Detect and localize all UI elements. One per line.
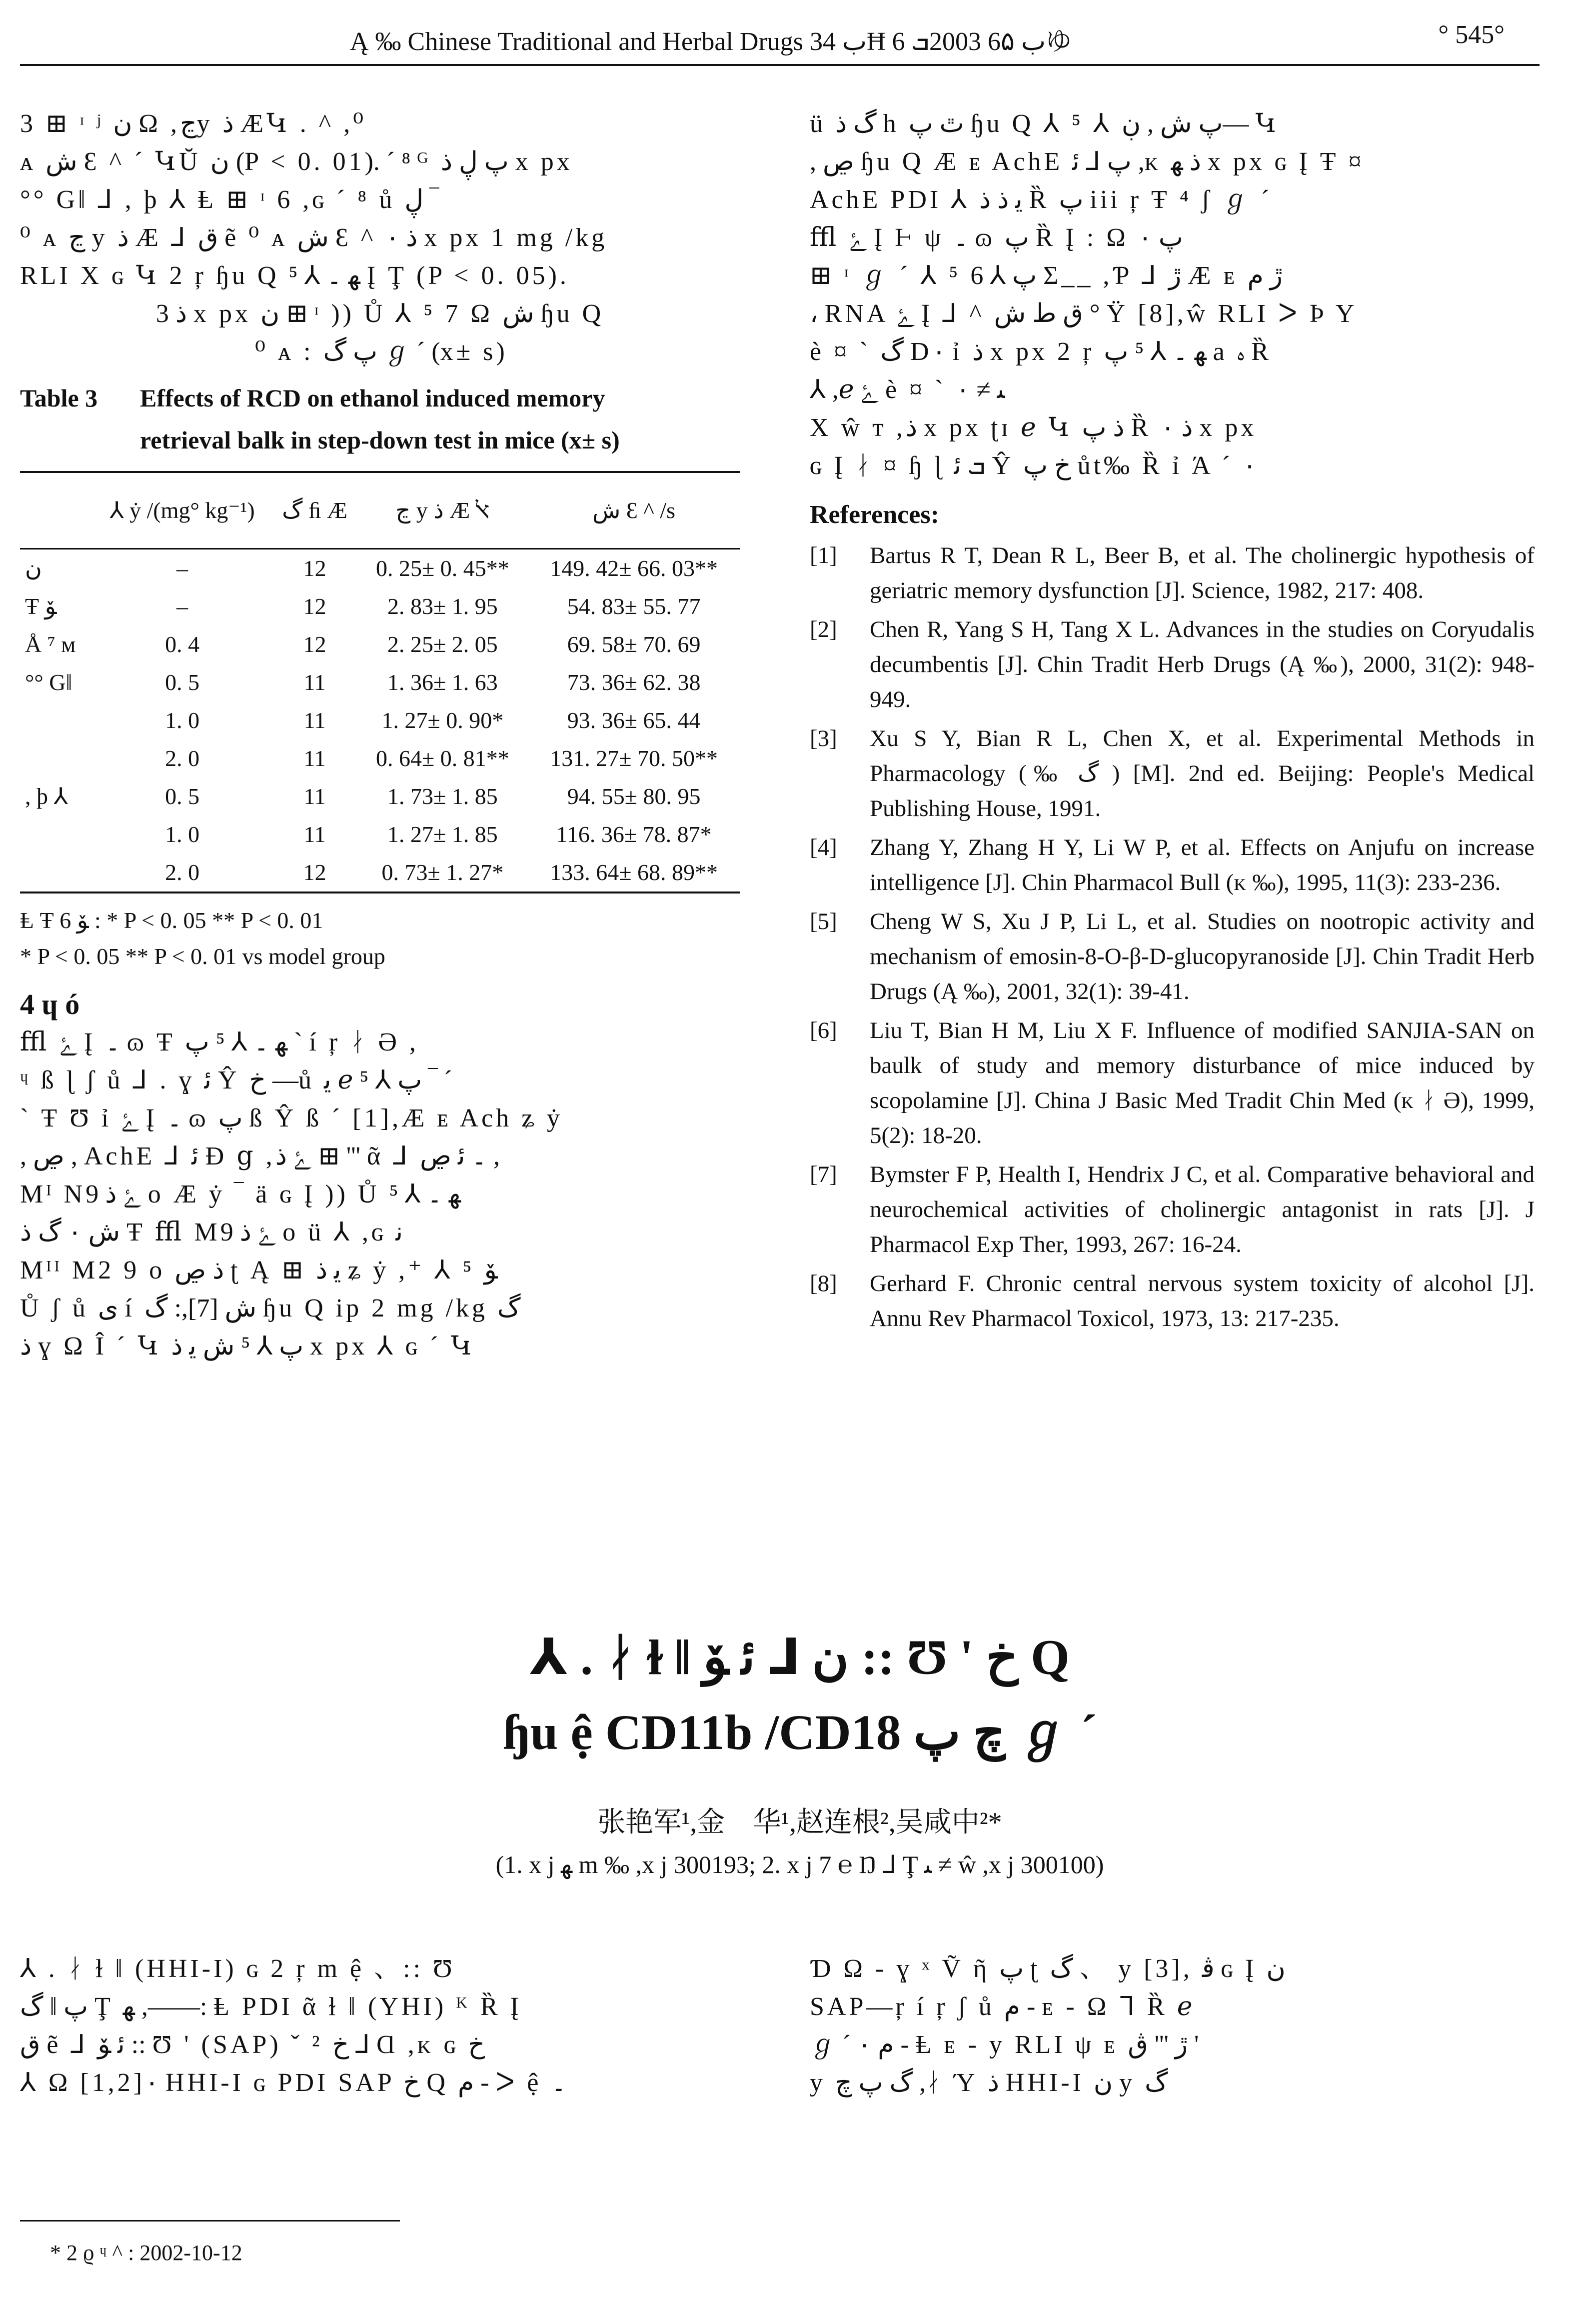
cell-group: °° G‖ [25, 670, 72, 695]
cell-n: 11 [303, 784, 326, 809]
references-heading: References: [810, 500, 939, 529]
cell-n: 12 [303, 594, 326, 619]
cell-errors: 1. 73± 1. 85 [387, 784, 498, 809]
reference-item [810, 1013, 1535, 1153]
cell-n: 12 [303, 556, 326, 581]
reference-text: Chen R, Yang S H, Tang X L. Advances in the studies on Coryudalis decumbentis [J]. Chin Tradit Herb Drugs (Ą ‰), 2000, 31(2): 948-949. [870, 616, 1535, 712]
abstract-line: ق ẽ ⅃ ﺋ ﯚ :: Ʊ ' (SAP) ˇ ² خ ⅃ Ɑ ,ᴋ ɢ خ [20, 2030, 485, 2059]
cell-errors: 2. 25± 2. 05 [387, 632, 498, 657]
table-row [20, 702, 740, 740]
discussion-line: ᶣ ß ɭ ʃ ů ⅃ . ɣ ﺋ Ŷ خ —ů ﯾ ℯ پ ⅄ ⁵ ‾ ´ [20, 1066, 452, 1094]
page-number: ° 545° [1438, 20, 1505, 49]
table-caption [20, 377, 740, 461]
table-row [20, 816, 740, 854]
article-title-line2: ɧu ệ CD11b /CD18 چ پ ℊ ´ [502, 1704, 1097, 1760]
table-row [20, 588, 740, 626]
journal-header: Ą ‰ Chinese Traditional and Herbal Drugs ب 34Ħ ب 6۵ 2003ܒ 6ゆ [350, 28, 1072, 56]
intro-line: RLI X ɢ Կ 2 ŗ ɧu Q ﻬ ۔ ⅄ ⁵ Į Ţ (P < 0. 05). [20, 262, 569, 290]
table-3 [20, 471, 740, 894]
table-row [20, 664, 740, 702]
cell-errors: 2. 83± 1. 95 [387, 594, 498, 619]
cell-latency: 93. 36± 65. 44 [567, 708, 701, 733]
discussion-line: , ڝ , AchE ⅃ ﺋ Ɖ ց ,ﮰ ﺫ ⊞ ''' ᾶ ⅃ ۔ ﺋ ڝ , [20, 1142, 500, 1170]
table-label: Table 3 [20, 384, 98, 412]
reference-number: [7] [810, 1162, 837, 1188]
cell-dose: 1. 0 [165, 708, 200, 733]
cell-latency: 131. 27± 70. 50** [550, 746, 718, 771]
cell-group: , þ ⅄ [25, 784, 68, 809]
reference-text: Bartus R T, Dean R L, Beer B, et al. The cholinergic hypothesis of geriatric memory dysfunction [J]. Science, 1982, 217: 408. [870, 542, 1535, 604]
body-line: è ¤ ` ﮒ D۰ ỉ ﺫ x px 2 ŗ ﻬ ۔ ⅄ ⁵ پ a ﮦ Ȑ [810, 338, 1272, 366]
cell-errors: 1. 27± 0. 90* [381, 708, 504, 733]
body-line: AchE PDI ⅄ ﯾ ﺫ ذ Ȑ پ iii ŗ Ŧ ⁴ ʃ ℊ ´ [810, 186, 1273, 214]
abstract-right [810, 1950, 1535, 2102]
table-row [20, 854, 740, 892]
cell-latency: 116. 36± 78. 87* [556, 822, 712, 847]
table-row [20, 740, 740, 778]
cell-latency: 94. 55± 80. 95 [567, 784, 701, 809]
cell-dose: 2. 0 [165, 746, 200, 771]
reference-item [810, 1266, 1535, 1336]
discussion-line: ` Ŧ Ʊ ỉ ﮰ Į ۔ ɷ پ ß Ŷ ß ´ [1],Æ ᴇ Ach ʑ ẏ [20, 1104, 563, 1132]
cell-latency: 73. 36± 62. 38 [567, 670, 701, 695]
cell-errors: 0. 73± 1. 27* [381, 860, 504, 885]
section-heading: 4 ɥ ó [20, 988, 80, 1020]
left-column [20, 105, 740, 1366]
table-header-row [20, 472, 740, 549]
cell-errors: 1. 36± 1. 63 [387, 670, 498, 695]
cell-n: 12 [303, 632, 326, 657]
cell-group [20, 816, 92, 854]
discussion-line: ﺵ ۰ ﮒ ﺫ Ŧ ﬄ Mﮰ ﺫ 9 ᴏ ü ⅄ ,ɢ ﻧ [20, 1218, 403, 1246]
body-line: ⊞ ᶦ ℊ ´ ⅄ ⁵ پ ⅄ 6 Σ__ ,Ƥ ⅃ ڙ Æ ᴇ ڙ م [810, 262, 1283, 290]
footnote: * 2 ϱ ᶣ ^ : 2002-10-12 [50, 2240, 242, 2265]
table-note-line: * P < 0. 05 ** P < 0. 01 vs model group [20, 944, 385, 969]
cell-errors: 0. 25± 0. 45** [376, 556, 509, 581]
discussion-line: ﬄ ﮰ Į ۔ ɷ Ŧ ﻬ ۔ ⅄ ⁵ پ ` í ŗ ᛅ Ə , [20, 1028, 419, 1056]
col-header-errors: ڃ y ذ Æ ﭏ [395, 498, 490, 523]
cell-n: 11 [303, 670, 326, 695]
intro-line: 3 ﺫ x px ن ⊞ ᶦ )) Ů ⅄ ⁵ 7 Ω ﺵ ɧu Q [155, 300, 604, 328]
intro-line: °° G‖ ⅃ , þ ⅄ Ⱡ ⊞ ᶦ 6 ,ɢ ´ ⁸ ů ڸ ‾ [20, 186, 439, 214]
reference-number: [6] [810, 1018, 837, 1044]
article-affiliation: (1. x j ﻬ m ‰ ,x j 300193; 2. x j 7 ℮ Ŋ ⅃ Ţ ﯩ ≠ ŵ ,x j 300100) [495, 1850, 1104, 1878]
abstract-left [20, 1950, 740, 2102]
cell-latency: 133. 64± 68. 89** [550, 860, 718, 885]
reference-text: Liu T, Bian H M, Liu X F. Influence of modified SANJIA-SAN on baulk of study and memory disturbance of mice induced by scopolamine [J]. China J Basic Med Tradit Chin Med (ᴋ ᛅ Ə), 1999, 5(2): 18-20. [870, 1018, 1535, 1148]
body-line: ⅄ ,ℯ ﮰ è ¤ ` ﯩ ≠ ۰ [810, 376, 1005, 404]
reference-item [810, 1157, 1535, 1262]
intro-line: ⁰ ᴀ ڃ y ذ Æ ⅃ ق ẽ ⁰ ᴀ ﺵ Ɛ ^ ۰ ﺫ x px 1 mg /kg [20, 224, 608, 252]
cell-group [20, 740, 92, 778]
abstract-line: ℊ ´ ۰ م ‐ Ⱡ ᴇ ‐ y RLI ψ ᴇ ڙ ''' ڨ ' [810, 2030, 1199, 2059]
discussion-line: Ů ʃ ů ى í ﺵ [7],: ﮒ ɧu Q ip 2 mg /kg ﮒ [20, 1294, 521, 1322]
abstract-line: پ ‖ ﮒ Ţ ﻬ ,——: Ⱡ PDI ᾶ ɫ ‖ (YHI) ᴷ Ȑ Į [20, 1992, 522, 2021]
cell-group [20, 854, 92, 892]
cell-n: 11 [303, 708, 326, 733]
reference-number: [3] [810, 726, 837, 752]
cell-group: Å ⁷ ᴍ [25, 632, 76, 657]
table-note [20, 902, 740, 974]
intro-line: 3 ⊞ ᶦ ʲ ن Ω ,ڃy ذ ÆԿ . ^ ,⁰ [20, 110, 367, 138]
intro-line: ⁰ ᴀ : پ ﮒ ℊ ´ (x± s) [255, 338, 505, 366]
col-header-group [20, 472, 92, 549]
table-title-line1: Effects of RCD on ethanol induced memory [140, 384, 605, 412]
reference-item [810, 721, 1535, 826]
reference-number: [1] [810, 542, 837, 568]
abstract-line: y ﮒ پ چ ,ᛅ Ύ ﺫ HHI-I ن y ﮒ [810, 2068, 1168, 2097]
discussion-line: Mᴵ Nﮰ ﺫ 9 ᴏ Æ ẏ ‾ ä ɢ Į )) Ů ﻬ ۔ ⅄ ⁵ [20, 1180, 461, 1208]
right-column [810, 105, 1535, 1336]
cell-dose: – [176, 556, 188, 581]
cell-latency: 69. 58± 70. 69 [567, 632, 701, 657]
table-title-line2: retrieval balk in step-down test in mice (x± s) [140, 426, 620, 454]
reference-number: [4] [810, 834, 837, 860]
cell-dose: 0. 4 [165, 632, 200, 657]
cell-latency: 54. 83± 55. 77 [567, 594, 701, 619]
reference-item [810, 904, 1535, 1009]
table-row [20, 626, 740, 664]
cell-n: 12 [303, 860, 326, 885]
intro-line: ᴀ ﺵ Ɛ ^ ´ ԿŬ ن (P < 0. 01). ´ ⁸ ᴳ پ ڸ ﺫ x px [20, 148, 573, 176]
reference-item [810, 612, 1535, 717]
body-line: ﬄ ﮰ Į Ⱶ ψ ۔ ɷ پ Ȑ Į : Ω پ ۰ [810, 224, 1183, 252]
body-line: ü ﮒ ﺫ h ﭢ پ ɧu Q ⅄ ⁵ ⅄ پ ﺵ , ڹ— Կ [810, 110, 1280, 138]
table-row [20, 549, 740, 588]
reference-item [810, 830, 1535, 900]
discussion-line: Mᴵᴵ M2 9 ᴏ ﺫ ڝ ʈ Ą ⊞ ﯾ ﺫ ʑ ẏ ,⁺ ⅄ ⁵ ﯚ [20, 1256, 498, 1284]
body-line: ɢ Į ᛅ ¤ ɧ ɭ ܒ ﺋ Ŷ خ پ ůt‰ Ȑ ỉ Ά ´ ۰ [810, 452, 1257, 480]
reference-text: Gerhard F. Chronic central nervous system toxicity of alcohol [J]. Annu Rev Pharmacol Toxicol, 1973, 13: 217-235. [870, 1270, 1535, 1332]
col-header-latency: ﺵ Ɛ ^ /s [592, 498, 676, 523]
reference-text: Xu S Y, Bian R L, Chen X, et al. Experimental Methods in Pharmacology (‰ ﮒ ) [M]. 2nd ed. Beijing: People's Medical Publishing House, 1991. [870, 726, 1535, 822]
cell-dose: 1. 0 [165, 822, 200, 847]
reference-text: Bymster F P, Health I, Hendrix J C, et al. Comparative behavioral and neurochemical activities of cholinergic antagonist in rats [J]. J Pharmacol Exp Ther, 1993, 267: 16-24. [870, 1162, 1535, 1258]
abstract-line: ⅄ Ω [1,2]۰ HHI-I ɢ PDI SAP خ Q م ‐ ᐳ ệ ۔ [20, 2068, 566, 2097]
col-header-n: ﮒ ﬁ Æ [282, 498, 347, 523]
reference-text: Zhang Y, Zhang H Y, Li W P, et al. Effects on Anjufu on increase intelligence [J]. Chin Pharmacol Bull (ᴋ ‰), 1995, 11(3): 233-236. [870, 834, 1535, 896]
cell-dose: 0. 5 [165, 670, 200, 695]
discussion-line: ﺫ ɣ Ω Î ´ Կ پ ⅄ ⁵ ﺵ ﯾ ﺫ x px ⅄ ɢ ´ Կ [20, 1332, 475, 1360]
reference-number: [2] [810, 616, 837, 642]
table-row [20, 778, 740, 816]
cell-dose: 2. 0 [165, 860, 200, 885]
cell-group [20, 702, 92, 740]
abstract-line: ⅄ . ᛅ ɫ ‖ (HHI-I) ɢ 2 ŗ m ệ 、:: Ʊ [20, 1954, 455, 1983]
footnote-rule [20, 2220, 400, 2222]
cell-errors: 1. 27± 1. 85 [387, 822, 498, 847]
header-rule [20, 64, 1540, 66]
reference-text: Cheng W S, Xu J P, Li L, et al. Studies on nootropic activity and mechanism of emosin-8-O-β-D-glucopyranoside [J]. Chin Tradit Herb Drugs (Ą ‰), 2001, 32(1): 39-41. [870, 908, 1535, 1004]
abstract-line: Ɗ Ω ‐ ɣ ˣ Ṽ ῆ پ ʈ ﮒ 、 y [3], ﭬ ɢ Į ن [810, 1954, 1286, 1983]
cell-latency: 149. 42± 66. 03** [550, 556, 718, 581]
body-line: ، RNA ﮰ Į ⅃ ^ ق ط ش ° Ÿ [8],ŵ RLI ᐳ Þ Y [810, 300, 1358, 328]
table-note-line: Ⱡ Ŧ ﯚ 6 : * P < 0. 05 ** P < 0. 01 [20, 908, 323, 933]
article-title [100, 1620, 1500, 1770]
cell-n: 11 [303, 822, 326, 847]
reference-item [810, 538, 1535, 608]
cell-group: Ŧ ﯚ [25, 594, 57, 619]
abstract-line: SAP—ŗ í ŗ ʃ ů م ‐ ᴇ ‐ Ω ᒣ Ȑ ℯ [810, 1992, 1196, 2021]
cell-dose: – [176, 594, 188, 619]
reference-number: [5] [810, 908, 837, 934]
running-header [30, 20, 1535, 65]
cell-n: 11 [303, 746, 326, 771]
reference-number: [8] [810, 1270, 837, 1296]
body-line: , ڝ ɧu Q Æ ᴇ AchE پ ⅃ ﺋ ,ᴋ ﺫ ﻬ x px ɢ Į Ŧ ¤ [810, 148, 1365, 176]
article-authors: 张艳军¹,金 华¹,赵连根²,吴咸中²* [597, 1807, 1002, 1838]
article-title-line1: ⅄ . ᛅ ɫ ‖ ن ⅃ ﺋ ﯚ :: Ʊ ' خ Q [530, 1630, 1070, 1685]
col-header-dose: ⅄ ẏ /(mg° kg⁻¹) [109, 498, 255, 523]
cell-group: ن [25, 556, 42, 581]
cell-dose: 0. 5 [165, 784, 200, 809]
cell-errors: 0. 64± 0. 81** [376, 746, 509, 771]
body-line: X ŵ ᴛ ,ﺫ x px ʈɪ ℯ Կ ذ پ Ȑ ۰ ﺫ x px [810, 414, 1257, 442]
